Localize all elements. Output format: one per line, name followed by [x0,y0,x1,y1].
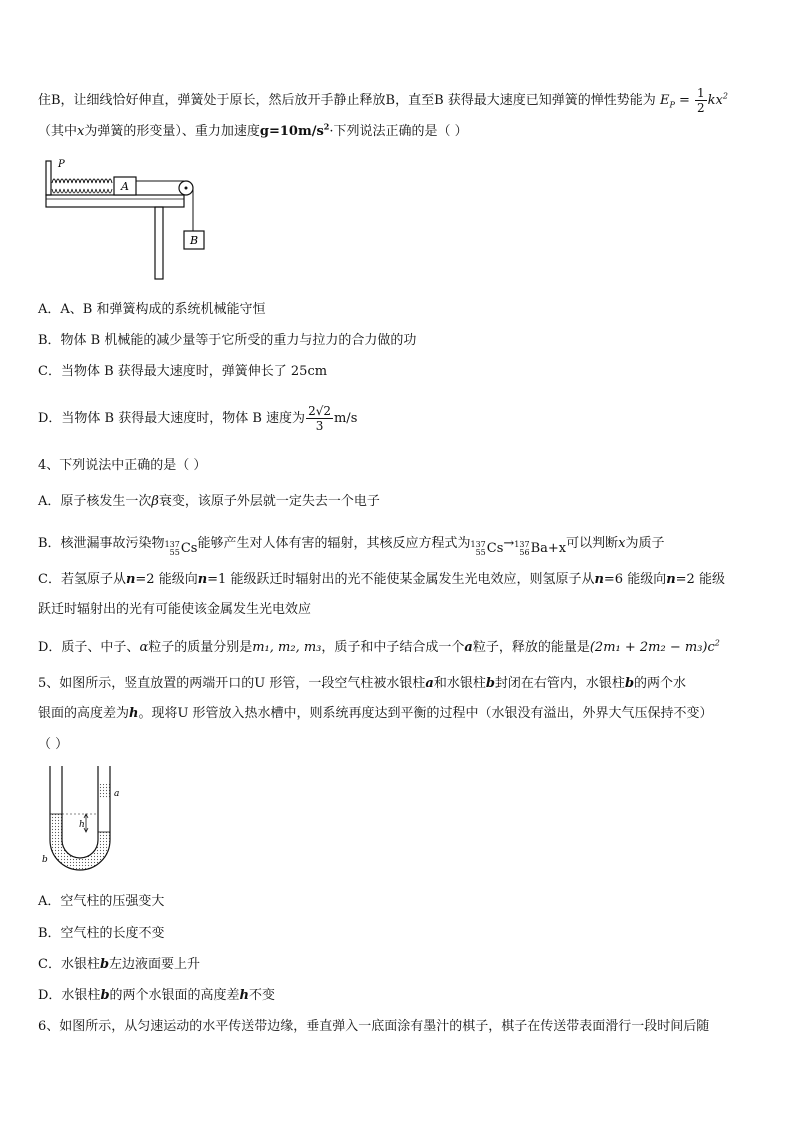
cs-nuclide-eq: 137 55 Cs [470,540,504,557]
q3-option-b: B．物体 B 机械能的减少量等于它所受的重力与拉力的合力做的功 [38,333,417,348]
binding-energy-formula: $(2m_1 + 2m_2 - m_3)c^2$ [589,638,720,655]
q5-stem-line3: （ ） [38,737,69,752]
q5-option-b: B．空气柱的长度不变 [38,926,165,941]
q3-spring-pulley-figure [40,155,220,285]
q5-stem-line2: 银面的高度差为h。现将U 形管放入热水槽中，则系统再度达到平衡的过程中（水银没有溢出，外界大气压保持不变） [38,706,713,721]
block-b-label: B [190,234,199,247]
q3-option-c: C．当物体 B 获得最大速度时，弹簧伸长了 25cm [38,364,328,379]
q5-option-c: C．水银柱b左边液面要上升 [38,957,201,972]
formula-ep-fraction: $\frac{1}{2}$ [697,86,705,115]
q3-option-d: D．当物体 B 获得最大速度时，物体 B 速度为 $\frac{2√2}{3}$ m/s [38,404,358,433]
mercury-a-label: a [114,789,120,799]
q5-u-tube-figure [36,762,126,882]
velocity-fraction: $\frac{2√2}{3}$ [308,404,331,433]
q4-option-c-line1: C．若氢原子从n=2 能级向n=1 能级跃迁时辐射出的光不能使某金属发生光电效应，则氢原子从n=6 能级向n=2 能级 [38,572,725,587]
q4-option-c-line2: 跃迁时辐射出的光有可能使该金属发生光电效应 [38,602,312,617]
q4-stem: 4、下列说法中正确的是（ ） [38,458,207,473]
q4-option-a: A．原子核发生一次β衰变，该原子外层就一定失去一个电子 [38,494,380,509]
ba-nuclide: 137 56 Ba+x [514,540,567,557]
q3-stem-text: 住B，让细线恰好伸直，弹簧处于原长，然后放开手静止释放B，直至B 获得最大速度已知弹簧的惮性势能为 [38,93,656,108]
mercury-b-label: b [42,855,48,865]
gravity-value: $g=10m/s^2$ [259,121,330,139]
q6-stem: 6、如图所示，从匀速运动的水平传送带边缘，垂直弹入一底面涂有墨汁的棋子，棋子在传送带表面滑行一段时间后随 [38,1019,710,1034]
q5-stem-line1: 5、如图所示，竖直放置的两端开口的U 形管，一段空气柱被水银柱a和水银柱b封闭在右管内，水银柱b的两个水 [38,676,687,691]
height-h-label: h [79,820,85,830]
cs-nuclide: 137 55 Cs [164,540,198,557]
q3-option-a: A．A、B 和弹簧构成的系统机械能守恒 [38,302,266,317]
q4-option-d: D．质子、中子、α粒子的质量分别是m₁, m₂, m₃，质子和中子结合成一个a粒子，释放的能量是$(2m_1 + 2m_2 - m_3)c^2$ [38,638,720,655]
formula-ep-rhs: $kx^2$ [707,91,728,108]
q3-stem-line1: 住B，让细线恰好伸直，弹簧处于原长，然后放开手静止释放B，直至B 获得最大速度已知弹簧的惮性势能为 $E_P$ = $\frac{1}{2}$ $kx^2$ [38,86,728,115]
formula-ep-lhs: $E_P$ [659,93,675,110]
point-p-label: P [58,159,65,170]
block-a-label: A [121,180,129,193]
q4-option-b: B．核泄漏事故污染物 137 55 Cs 能够产生对人体有害的辐射，其核反应方程式为 137 55 Cs → 137 56 Ba+x 可以判断x为质子 [38,536,665,557]
q5-option-d: D．水银柱b的两个水银面的高度差h不变 [38,988,276,1003]
q3-stem-line2: （其中x为弹簧的形变量）、重力加速度$g=10m/s^2\cdot$下列说法正确的是（ ） [38,121,468,139]
q5-option-a: A．空气柱的压强变大 [38,894,165,909]
